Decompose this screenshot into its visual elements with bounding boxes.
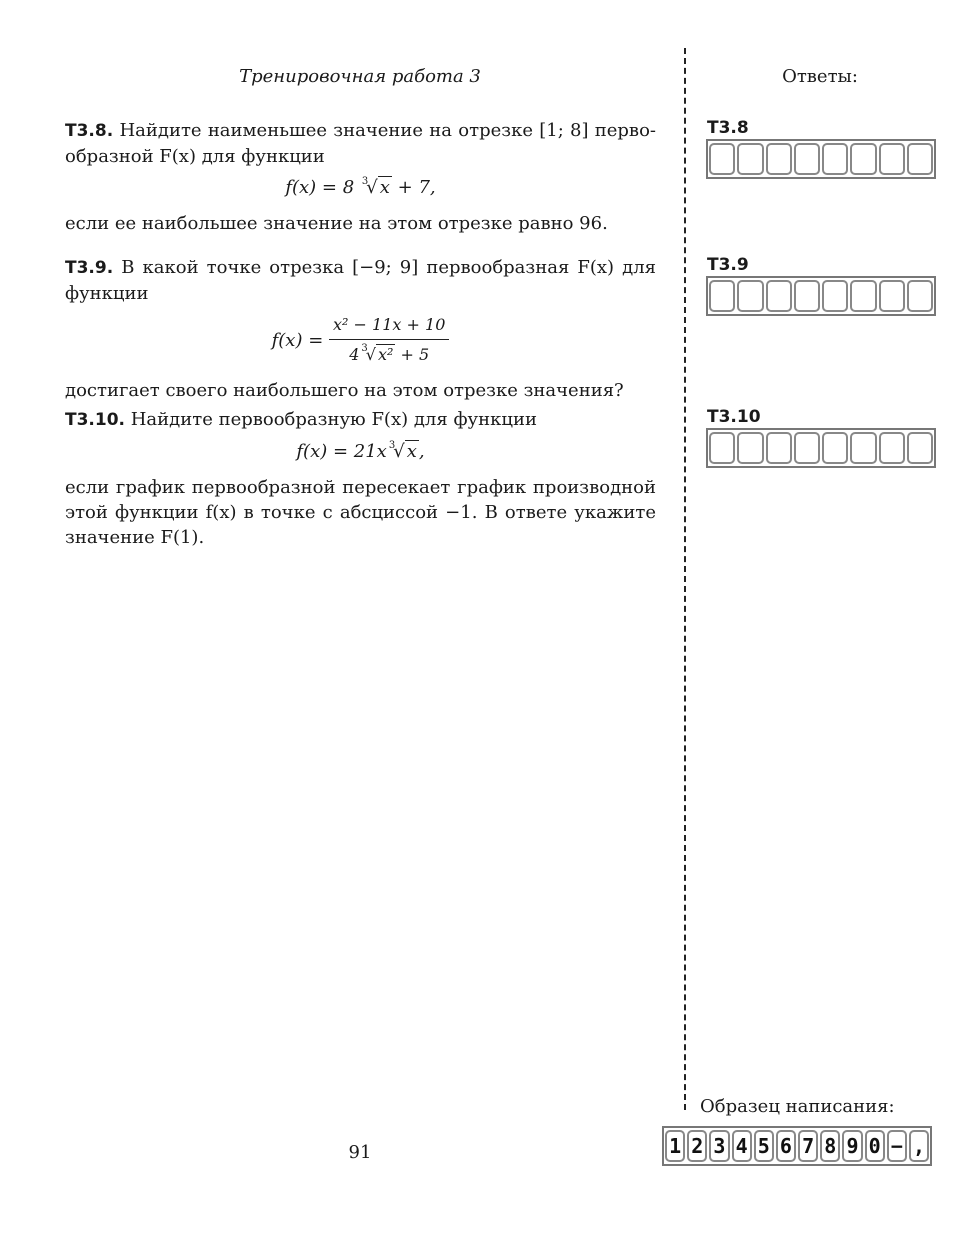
fraction: $\frac{\text{x² − 11x + 10}}{4 ^3√ x^2 + 5}$ [329,312,449,370]
answers-column-title: Ответы: [782,66,858,87]
cube-root: $^3$√ x [361,176,390,198]
answer-cell[interactable] [879,280,905,312]
writing-sample-label: Образец написания: [700,1096,895,1117]
problem-text-after: если график первообразной пересекает график производной этой функции f(x) в точке с абсциссой −1. В ответе укажите значение F(1). [65,477,656,548]
answer-cell[interactable] [737,280,763,312]
sample-char: 9 [842,1130,862,1162]
answer-cell[interactable] [737,432,763,464]
answer-cell[interactable] [850,280,876,312]
answer-cell[interactable] [879,432,905,464]
page-number: 91 [348,1142,372,1163]
formula: f(x) = 8 $^3$√ x + 7, [65,175,656,203]
answer-cell[interactable] [794,432,820,464]
answer-cell[interactable] [850,432,876,464]
answer-cell[interactable] [794,280,820,312]
sample-char: 4 [732,1130,752,1162]
answer-cell[interactable] [709,280,735,312]
answer-label-t3-10: Т3.10 [707,407,761,427]
answer-cell[interactable] [737,143,763,175]
answer-cell[interactable] [907,143,933,175]
answer-cell[interactable] [850,143,876,175]
cube-root: $^3$√ x [388,440,417,462]
sample-char: 8 [820,1130,840,1162]
answer-label-t3-9: Т3.9 [707,255,749,275]
answer-cell[interactable] [879,143,905,175]
answer-cell[interactable] [794,143,820,175]
page-header-title: Тренировочная работа 3 [239,66,481,87]
answer-cell[interactable] [822,432,848,464]
problem-text-after: достигает своего наибольшего на этом отрезке значения? [65,380,624,401]
problem-number: Т3.10. [65,410,125,430]
answer-cell[interactable] [766,432,792,464]
sample-char: 3 [709,1130,729,1162]
answer-cell[interactable] [907,432,933,464]
answer-label-t3-8: Т3.8 [707,118,749,138]
answer-cell[interactable] [822,143,848,175]
answer-field-t3-9[interactable] [706,276,936,316]
answer-cell[interactable] [709,143,735,175]
problem-number: Т3.9. [65,258,114,278]
answer-cell[interactable] [709,432,735,464]
answer-cell[interactable] [766,280,792,312]
answer-cell[interactable] [822,280,848,312]
formula: f(x) = $\frac{\text{x² − 11x + 10}}{4 ^3√ x^2 + 5}$ [65,312,656,370]
sample-char: , [909,1130,929,1162]
sample-char: − [887,1130,907,1162]
problem-text: Найдите первообразную F(x) для функции [130,409,537,430]
problem-text: В какой точке отрезка [−9; 9] первообразная F(x) для функции [65,257,656,304]
answer-cell[interactable] [766,143,792,175]
cube-root: $^3$√ x² [361,343,394,364]
problem-text-after: если ее наибольшее значение на этом отрезке равно 96. [65,213,608,234]
answer-field-t3-8[interactable] [706,139,936,179]
answer-field-t3-10[interactable] [706,428,936,468]
problem-t3-10 [65,407,656,550]
sample-char: 5 [754,1130,774,1162]
writing-sample [662,1126,932,1166]
formula: f(x) = 21x $^3$√ x , [65,439,656,467]
sample-char: 0 [865,1130,885,1162]
problem-t3-9 [65,255,656,403]
sample-char: 1 [665,1130,685,1162]
problem-text: Найдите наименьшее значение на отрезке [1; 8] перво-образной F(x) для функции [65,120,656,167]
problem-t3-8 [65,118,656,236]
dashed-divider [684,48,686,1110]
answer-cell[interactable] [907,280,933,312]
sample-char: 6 [776,1130,796,1162]
sample-char: 2 [687,1130,707,1162]
sample-char: 7 [798,1130,818,1162]
problem-number: Т3.8. [65,121,114,141]
